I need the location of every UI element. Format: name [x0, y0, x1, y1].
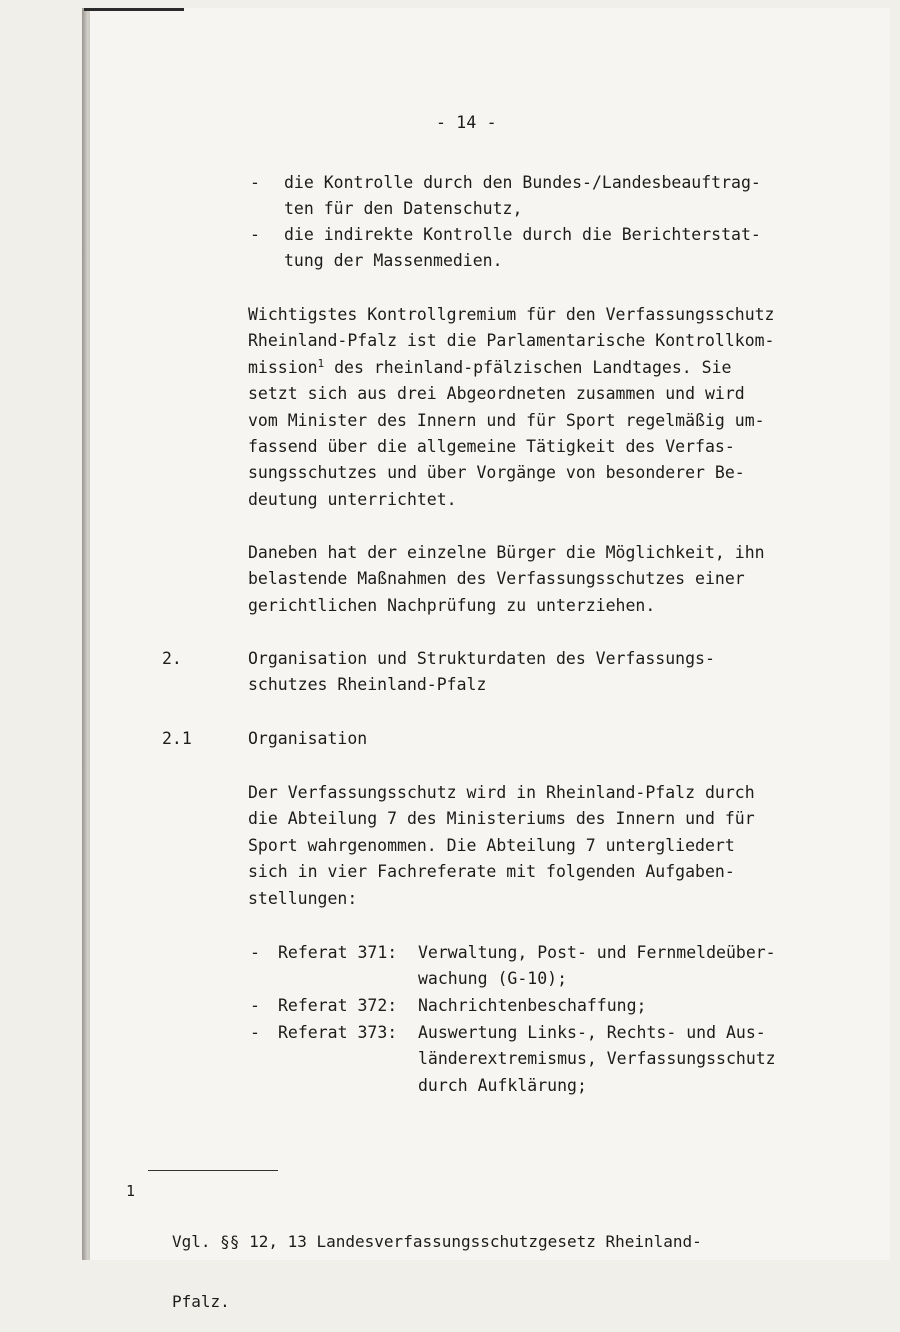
text-line: fassend über die allgemeine Tätigkeit des Verfas-: [248, 436, 735, 456]
text-line: Wichtigstes Kontrollgremium für den Verfassungsschutz: [248, 305, 775, 324]
list-dash: -: [250, 1023, 260, 1042]
list-dash: -: [250, 943, 260, 962]
text-line: Organisation und Strukturdaten des Verfassungs-: [248, 649, 715, 668]
text-line: Vgl. §§ 12, 13 Landesverfassungsschutzgesetz Rheinland-: [172, 1232, 702, 1251]
referat-label: Referat 372:: [278, 996, 398, 1015]
referat-description: [418, 940, 820, 993]
paragraph-kontrollgremium: [248, 302, 820, 513]
text-line: stellungen:: [248, 888, 358, 908]
text-line: vom Minister des Innern und für Sport regelmäßig um-: [248, 410, 765, 430]
text-line: schutzes Rheinland-Pfalz: [248, 675, 487, 695]
list-dash: -: [250, 996, 260, 1015]
section-number: 2.: [162, 649, 182, 668]
text-line: Organisation: [248, 729, 368, 748]
text-line: mission$^1$ des rheinland-pfälzischen Landtages. Sie: [248, 356, 732, 377]
text-line: Sport wahrgenommen. Die Abteilung 7 untergliedert: [248, 835, 735, 855]
text-line: wachung (G-10);: [418, 969, 568, 989]
bullet-dash: -: [250, 173, 260, 192]
footnote-divider: [148, 1170, 278, 1171]
text-line: Verwaltung, Post- und Fernmeldeüber-: [418, 943, 776, 962]
text-line: tung der Massenmedien.: [284, 251, 503, 271]
text-line: setzt sich aus drei Abgeordneten zusammen und wird: [248, 384, 745, 404]
footnote-marker: 1: [126, 1182, 136, 1200]
footnote-reference: 1: [317, 356, 325, 370]
text-line: Der Verfassungsschutz wird in Rheinland-Pfalz durch: [248, 783, 755, 802]
text-line: durch Aufklärung;: [418, 1075, 587, 1095]
text-line: ten für den Datenschutz,: [284, 199, 523, 219]
section-heading: [248, 646, 820, 699]
referat-label: Referat 373:: [278, 1023, 398, 1042]
text-line: Auswertung Links-, Rechts- und Aus-: [418, 1023, 766, 1042]
text-line: die Abteilung 7 des Ministeriums des Innern und für: [248, 809, 755, 829]
text-line: Daneben hat der einzelne Bürger die Möglichkeit, ihn: [248, 543, 765, 562]
text-line: sungsschutzes und über Vorgänge von besonderer Be-: [248, 463, 745, 483]
text-line: sich in vier Fachreferate mit folgenden Aufgaben-: [248, 862, 735, 882]
text-line: belastende Maßnahmen des Verfassungsschutzes einer: [248, 569, 745, 589]
text-line: die Kontrolle durch den Bundes-/Landesbeauftrag-: [284, 173, 761, 192]
bullet-item: [284, 222, 820, 275]
referat-description: [418, 1020, 820, 1099]
subsection-number: 2.1: [162, 729, 192, 748]
text-line: deutung unterrichtet.: [248, 489, 457, 509]
footnote-text: [172, 1192, 792, 1332]
text-line: Rheinland-Pfalz ist die Parlamentarische Kontrollkom-: [248, 331, 775, 351]
text-line: länderextremismus, Verfassungsschutz: [418, 1049, 776, 1069]
referat-description: [418, 993, 820, 1019]
text-line: gerichtlichen Nachprüfung zu unterziehen.: [248, 595, 656, 615]
text-line: die indirekte Kontrolle durch die Berichterstat-: [284, 225, 761, 244]
page-number: - 14 -: [436, 113, 497, 132]
bullet-item: [284, 170, 820, 223]
bullet-dash: -: [250, 225, 260, 244]
paragraph-abteilung: [248, 780, 820, 912]
paragraph-buerger: [248, 540, 820, 619]
subsection-heading: [248, 726, 820, 752]
referat-label: Referat 371:: [278, 943, 398, 962]
text-line: Nachrichtenbeschaffung;: [418, 996, 647, 1015]
text-line: Pfalz.: [172, 1292, 230, 1311]
scan-edge-mark: [84, 8, 184, 11]
